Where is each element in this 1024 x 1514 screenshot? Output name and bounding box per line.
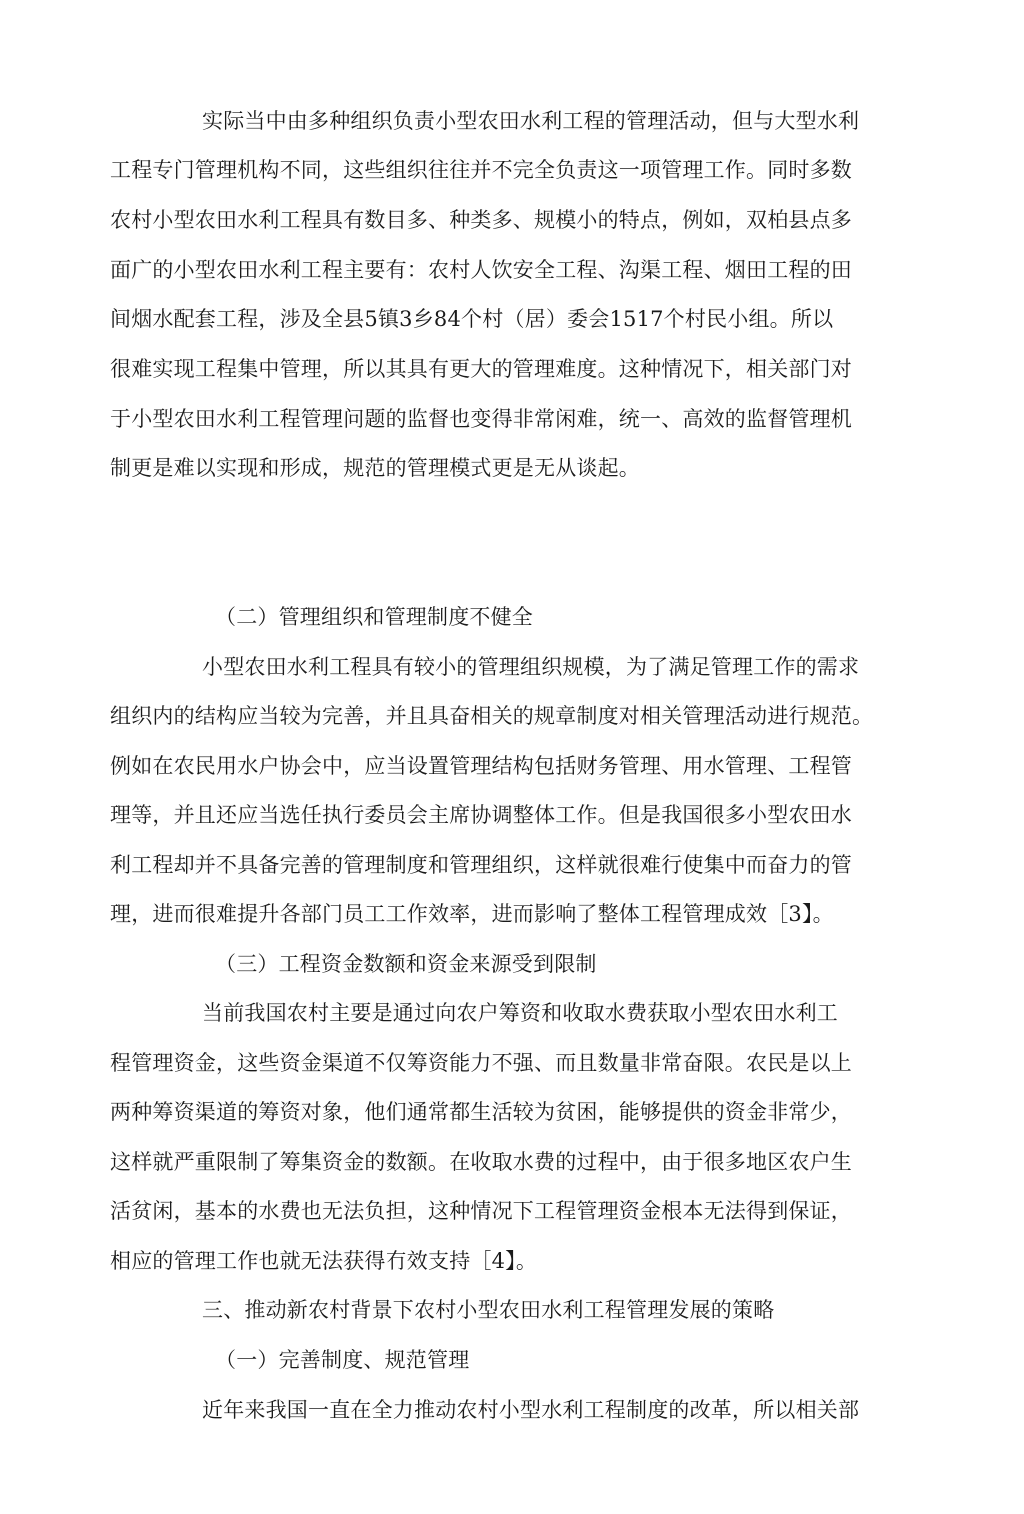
paragraph-1-line-1: 实际当中由多种组织负责小型农田水利工程的管理活动，但与大型水利 <box>202 109 860 133</box>
subheading-2: （二）管理组织和管理制度不健全 <box>215 605 533 629</box>
paragraph-1-line-6: 很难实现工程集中管理，所以其具有更大的管理难度。这种情况下，相关部门对 <box>110 357 852 381</box>
paragraph-1-line-2: 工程专门管理机构不同，这些组织往往并不完全负责这一项管理工作。同时多数 <box>110 158 852 182</box>
paragraph-3-line-2: 程管理资金，这些资金渠道不仅筹资能力不强、而且数量非常奋限。农民是以上 <box>110 1051 852 1075</box>
paragraph-2-line-5: 利工程却并不具备完善的管理制度和管理组织，这样就很难行使集中而奋力的管 <box>110 853 852 877</box>
paragraph-1-line-7: 于小型农田水利工程管理问题的监督也变得非常闲难，统一、高效的监督管理机 <box>110 407 852 431</box>
paragraph-3-line-5: 活贫闲，基本的水费也无法负担，这种情况下工程管理资金根本无法得到保证， <box>110 1199 852 1223</box>
paragraph-2-line-4: 理等，并且还应当选任执行委员会主席协调整体工作。但是我国很多小型农田水 <box>110 803 852 827</box>
paragraph-3-line-1: 当前我国农村主要是通过向农户筹资和收取水费获取小型农田水利工 <box>202 1001 838 1025</box>
paragraph-3-line-4: 这样就严重限制了筹集资金的数额。在收取水费的过程中，由于很多地区农户生 <box>110 1150 852 1174</box>
paragraph-2-line-1: 小型农田水利工程具有较小的管理组织规模，为了满足管理工作的需求 <box>202 655 860 679</box>
subheading-4: （一）完善制度、规范管理 <box>215 1348 470 1372</box>
paragraph-1-line-5: 间烟水配套工程，涉及全县5镇3乡84个村（居）委会1517个村民小组。所以 <box>110 307 834 331</box>
section-3-title: 三、推动新农村背景下农村小型农田水利工程管理发展的策略 <box>202 1298 775 1322</box>
paragraph-3-line-6: 相应的管理工作也就无法获得冇效支持［4】。 <box>110 1249 538 1273</box>
paragraph-2-line-3: 例如在农民用水户协会中，应当设置管理结构包括财务管理、用水管理、工程管 <box>110 754 852 778</box>
paragraph-1-line-8: 制更是难以实现和形成，规范的管理模式更是无从谈起。 <box>110 456 640 480</box>
paragraph-3-line-3: 两种筹资渠道的筹资对象，他们通常都生活较为贫困，能够提供的资金非常少， <box>110 1100 852 1124</box>
paragraph-1-line-4: 面广的小型农田水利工程主要有：农村人饮安全工程、沟渠工程、烟田工程的田 <box>110 258 852 282</box>
paragraph-2-line-6: 理，进而很难提升各部门员工工作效率，进而影响了整体工程管理成效［3】。 <box>110 902 834 926</box>
subheading-3: （三）工程资金数额和资金来源受到限制 <box>215 952 597 976</box>
paragraph-1-line-3: 农村小型农田水利工程具有数目多、种类多、规模小的特点，例如，双柏县点多 <box>110 208 852 232</box>
paragraph-2-line-2: 组织内的结构应当较为完善，并且具奋相关的规章制度对相关管理活动进行规范。 <box>110 704 874 728</box>
paragraph-4-line-1: 近年来我国一直在全力推动农村小型水利工程制度的改革，所以相关部 <box>202 1398 860 1422</box>
